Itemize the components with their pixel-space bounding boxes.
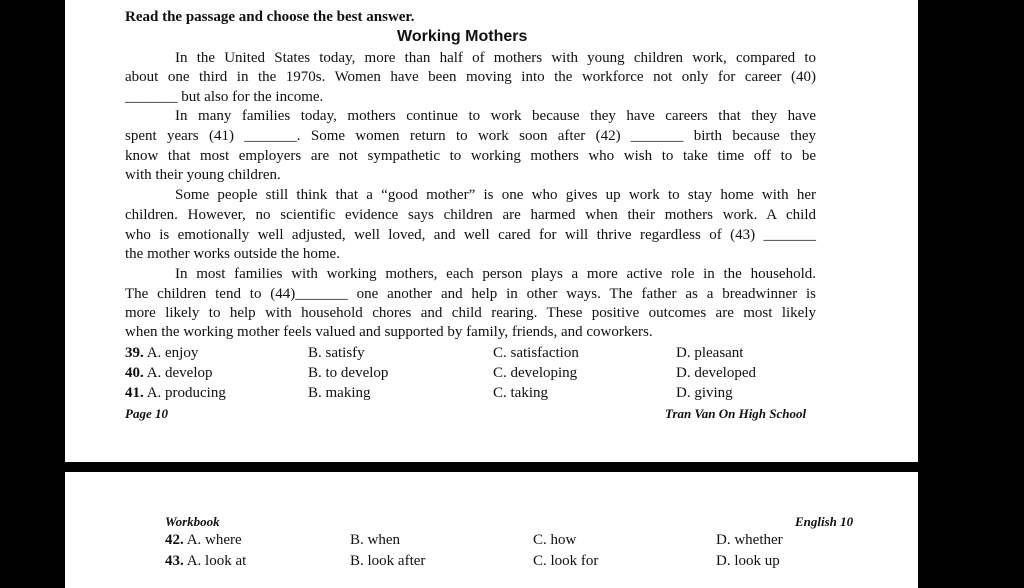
question-number: 42. (165, 532, 184, 548)
passage-line: In the United States today, more than half of mothers with young children work, compared to (175, 50, 816, 66)
passage-line: _______ but also for the income. (125, 89, 324, 105)
passage-line: with their young children. (125, 167, 281, 183)
passage-line: The children tend to (44)_______ one another and help in other ways. The father as a breadwinner is (125, 286, 816, 302)
passage-line: who is emotionally well adjusted, well loved, and well cared for will thrive regardless of (43) _______ (125, 227, 816, 243)
passage-line: spent years (41) _______. Some women return to work soon after (42) _______ birth because they (125, 128, 816, 144)
option-b[interactable]: B. when (350, 532, 400, 548)
school-name: Tran Van On High School (665, 406, 807, 421)
option-a[interactable]: A. producing (146, 385, 226, 401)
passage-line: more likely to help with household chores and child rearing. These positive outcomes are most likely (125, 305, 816, 321)
question-number: 43. (165, 553, 184, 569)
question-number-row (125, 344, 198, 363)
option-b[interactable]: B. making (308, 385, 371, 401)
passage-line: know that most employers are not sympathetic to working mothers who wish to take time off to be (125, 148, 816, 164)
question-number-row (125, 384, 226, 403)
passage-title: Working Mothers (397, 28, 528, 45)
option-a[interactable]: A. enjoy (146, 345, 199, 361)
option-d[interactable]: D. whether (716, 532, 783, 548)
question-number: 39. (125, 345, 144, 361)
option-c[interactable]: C. taking (493, 385, 548, 401)
option-c[interactable]: C. how (533, 532, 577, 548)
passage-line: children. However, no scientific evidence says children are harmed when their mothers work. A child (125, 207, 816, 223)
option-c[interactable]: C. look for (533, 553, 599, 569)
passage-line: In many families today, mothers continue to work because they have careers that they have (175, 108, 816, 124)
option-d[interactable]: D. pleasant (676, 345, 744, 361)
option-a[interactable]: A. where (186, 532, 242, 548)
option-c[interactable]: C. satisfaction (493, 345, 579, 361)
passage-line: Some people still think that a “good mother” is one who gives up work to stay home with her (175, 187, 816, 203)
passage-line: the mother works outside the home. (125, 246, 340, 262)
option-b[interactable]: B. look after (350, 553, 426, 569)
passage-line: In most families with working mothers, each person plays a more active role in the household. (175, 266, 816, 282)
option-a[interactable]: A. develop (146, 365, 213, 381)
option-d[interactable]: D. developed (676, 365, 756, 381)
question-number-row (125, 364, 213, 383)
option-b[interactable]: B. to develop (308, 365, 389, 381)
option-d[interactable]: D. giving (676, 385, 733, 401)
question-number: 41. (125, 385, 144, 401)
instruction: Read the passage and choose the best answer. (125, 9, 415, 25)
option-b[interactable]: B. satisfy (308, 345, 365, 361)
option-a[interactable]: A. look at (186, 553, 247, 569)
header-subject: English 10 (795, 514, 854, 529)
passage-line: about one third in the 1970s. Women have been moving into the workforce not only for career (40) (125, 69, 816, 85)
question-number: 40. (125, 365, 144, 381)
worksheet-page-top (65, 0, 918, 462)
passage-line: when the working mother feels valued and supported by family, friends, and coworkers. (125, 324, 653, 340)
page-number: Page 10 (125, 406, 168, 421)
option-d[interactable]: D. look up (716, 553, 780, 569)
header-workbook: Workbook (165, 514, 220, 529)
question-number-row (165, 531, 242, 550)
question-number-row (165, 552, 246, 571)
option-c[interactable]: C. developing (493, 365, 578, 381)
worksheet-page-bottom (65, 472, 918, 588)
